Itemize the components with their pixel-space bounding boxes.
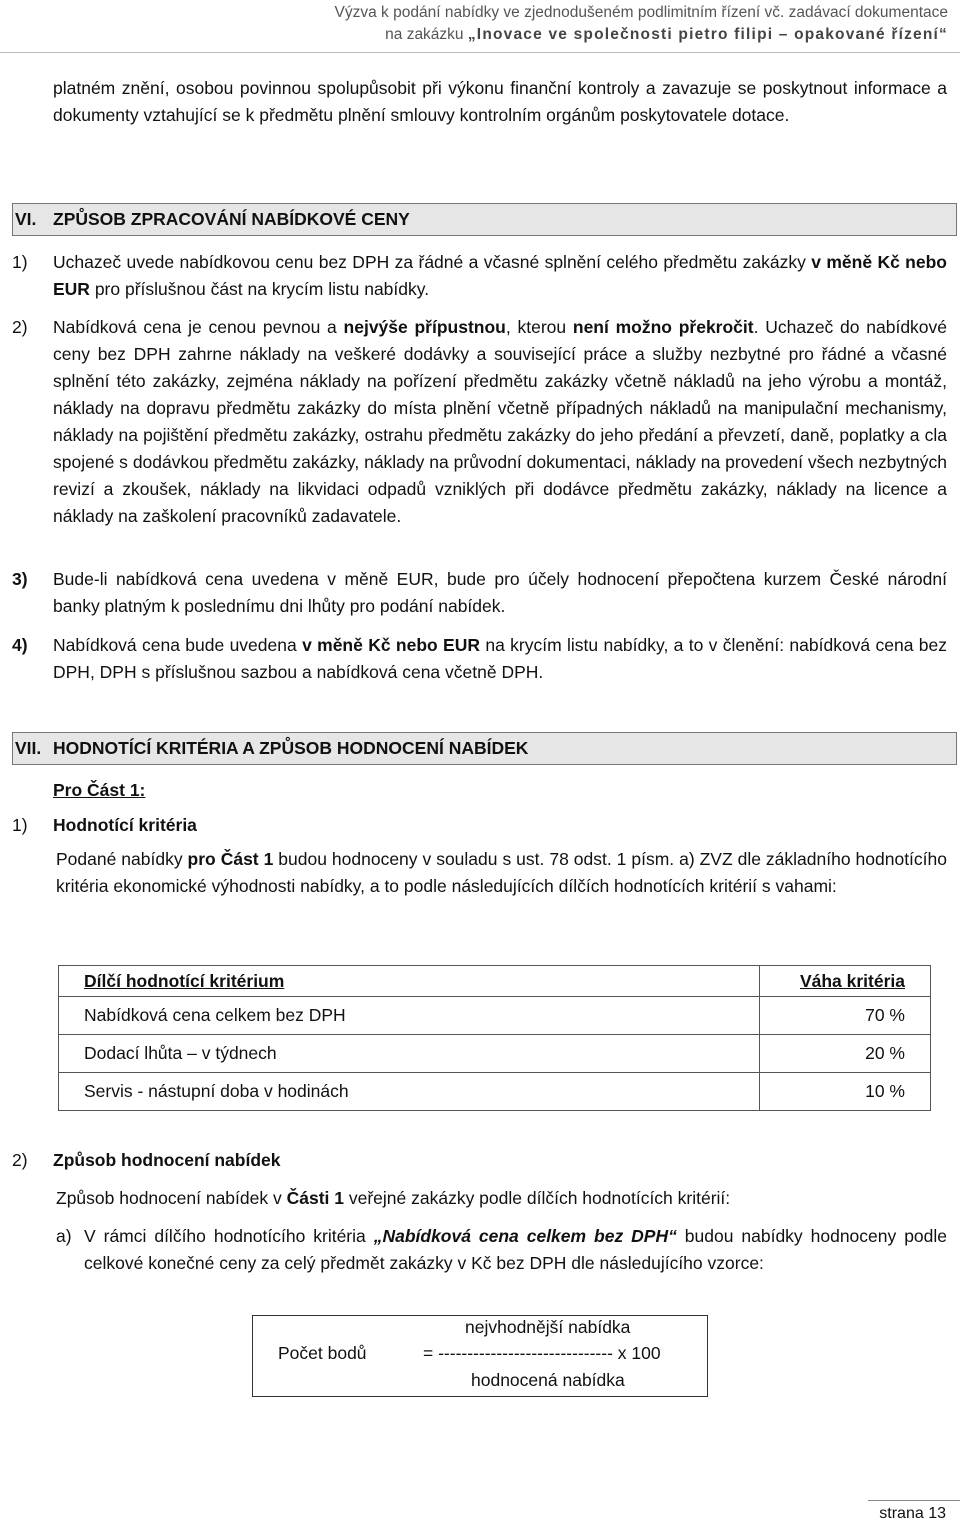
section-6-number: VI. — [15, 209, 37, 229]
sec7-sub-1-text: Podané nabídky pro Část 1 budou hodnoceny v souladu s ust. 78 odst. 1 písm. a) ZVZ dle základního hodnotícího kritéria ekonomické výhodnosti nabídky, a to podle následujících dílčích hodnotících kritérií s vahami: — [56, 849, 948, 896]
header-line-1: Výzva k podání nabídky ve zjednodušeném podlimitním řízení vč. zadávací dokumentace — [334, 4, 948, 21]
table-row: Nabídková cena celkem bez DPH 70 % — [59, 997, 931, 1035]
sec6-item-3: 3) Bude-li nabídková cena uvedena v měně EUR, bude pro účely hodnocení přepočtena kurzem České národní banky platným k poslednímu dni lhůty pro podání nabídek. — [12, 569, 947, 616]
sec7-sub-2-text: Způsob hodnocení nabídek v Části 1 veřejné zakázky podle dílčích hodnotících kritérií: — [56, 1188, 731, 1208]
formula-numerator: nejvhodnější nabídka — [465, 1317, 631, 1337]
section-6-heading — [12, 203, 957, 236]
header-divider — [0, 52, 960, 53]
sec6-item-4: 4) Nabídková cena bude uvedena v měně Kč nebo EUR na krycím listu nabídky, a to v členění: nabídková cena bez DPH, DPH s příslušnou sazbou a nabídková cena včetně DPH. — [12, 635, 947, 682]
scoring-formula-box — [252, 1315, 708, 1397]
criteria-table — [58, 965, 931, 1111]
header-line-2: na zakázku „Inovace ve společnosti pietro filipi – opakované řízení“ — [385, 26, 948, 43]
formula-denominator: hodnocená nabídka — [471, 1370, 625, 1390]
table-row: Servis - nástupní doba v hodinách 10 % — [59, 1073, 931, 1111]
part-1-label: Pro Část 1: — [53, 780, 146, 800]
sec6-item-2: 2) Nabídková cena je cenou pevnou a nejvýše přípustnou, kterou není možno překročit. Uchazeč do nabídkové ceny bez DPH zahrne náklady na veškeré dodávky a související práce a služby nezbytné pro řádné a včasné splnění této zakázky, zejména náklady na pořízení předmětu zakázky včetně nákladů na jeho výrobu a montáž, náklady na dopravu předmětu zakázky do místa plnění včetně případných nákladů na manipulační mechanismy, náklady na pojištění předmětu zakázky, ostrahu předmětu zakázky do jeho předání a převzetí, daně, poplatky a cla spojené s dodávkou předmětu zakázky, náklady na průvodní dokumentaci, náklady na provedení všech nezbytných revizí a zkoušek, náklady na likvidaci odpadů vzniklých při dodávce předmětu zakázky, náklady na licence a náklady na zaškolení pracovníků zadavatele. — [12, 317, 948, 526]
section-6-title: ZPŮSOB ZPRACOVÁNÍ NABÍDKOVÉ CENY — [53, 209, 410, 229]
intro-paragraph: platném znění, osobou povinnou spolupůsobit při výkonu finanční kontroly a zavazuje se poskytnout informace a dokumenty vztahující se k předmětu plnění smlouvy kontrolním orgánům poskytovatele dotace. — [53, 78, 947, 125]
footer-divider — [868, 1500, 960, 1501]
table-header-criterion: Dílčí hodnotící kritérium — [59, 966, 760, 997]
page-header — [335, 2, 948, 46]
table-header-weight: Váha kritéria — [760, 966, 931, 997]
formula-equation: = ------------------------------ x 100 — [423, 1343, 661, 1363]
header-project-title: „Inovace ve společnosti pietro filipi – opakované řízení“ — [467, 26, 948, 43]
sec7-sub-1-heading: 1) Hodnotící kritéria — [12, 815, 197, 835]
page-number: strana 13 — [879, 1505, 946, 1522]
table-row: Dodací lhůta – v týdnech 20 % — [59, 1035, 931, 1073]
section-7-number: VII. — [15, 738, 42, 758]
formula-label: Počet bodů — [278, 1343, 367, 1363]
section-7-heading — [12, 732, 957, 765]
sec7-sub-2-heading: 2) Způsob hodnocení nabídek — [12, 1150, 281, 1170]
table-header-row — [59, 966, 931, 997]
point-a: a) V rámci dílčího hodnotícího kritéria „Nabídková cena celkem bez DPH“ budou nabídky hodnoceny podle celkové konečné ceny za celý předmět zakázky v Kč bez DPH dle následujícího vzorce: — [56, 1226, 948, 1273]
sec6-item-1: 1) Uchazeč uvede nabídkovou cenu bez DPH za řádné a včasné splnění celého předmětu zakázky v měně Kč nebo EUR pro příslušnou část na krycím listu nabídky. — [12, 252, 947, 299]
section-7-title: HODNOTÍCÍ KRITÉRIA A ZPŮSOB HODNOCENÍ NABÍDEK — [53, 738, 529, 758]
